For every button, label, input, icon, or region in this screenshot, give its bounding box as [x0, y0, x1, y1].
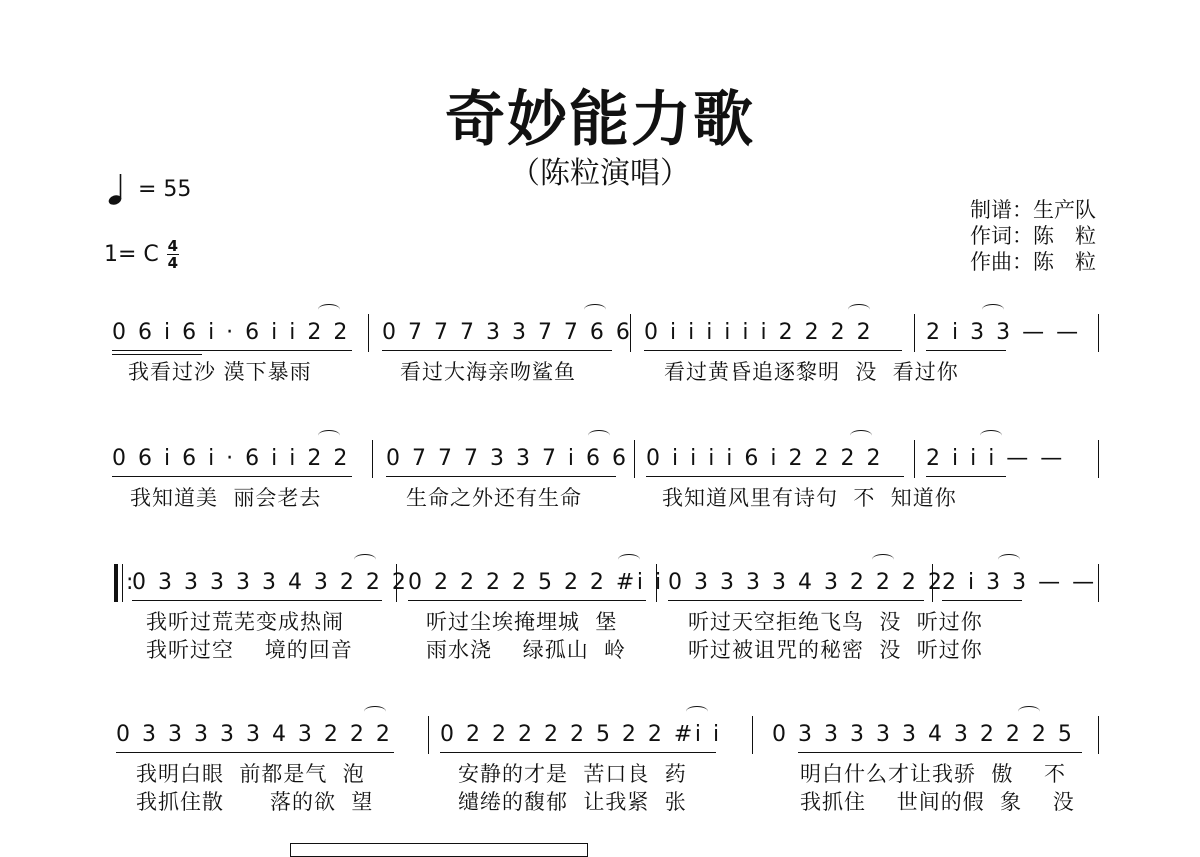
measure-notes: 0 2 2 2 2 5 2 2 #i i: [408, 570, 664, 595]
measure-notes: 2 i 3 3 — —: [926, 320, 1081, 345]
tie-arc: [584, 304, 606, 315]
tie-arc: [998, 554, 1020, 565]
measure-notes: 2 i 3 3 — —: [942, 570, 1097, 595]
tie-arc: [364, 706, 386, 717]
barline: [1098, 716, 1099, 754]
repeat-start-barline: [114, 564, 118, 602]
underline-beam: [408, 600, 646, 601]
barline: [372, 440, 373, 478]
credits: [970, 197, 1096, 275]
barline: [396, 564, 397, 602]
lyric-line: 我明白眼 前都是气 泡: [136, 762, 365, 786]
lyric-line: 我知道风里有诗句 不 知道你: [662, 486, 957, 510]
lyric-line-verse-2: 我听过空 境的回音: [146, 638, 353, 662]
barline: [1098, 440, 1099, 478]
lyric-line: 听过尘埃掩埋城 堡: [426, 610, 618, 634]
barline: [914, 314, 915, 352]
tie-arc: [872, 554, 894, 565]
measure-notes: 0 6 i 6 i · 6 i i 2 2: [112, 320, 350, 345]
tie-arc: [318, 430, 340, 441]
barline: [914, 440, 915, 478]
tie-arc: [686, 706, 708, 717]
measure-notes: 0 6 i 6 i · 6 i i 2 2: [112, 446, 350, 471]
barline: [656, 564, 657, 602]
underline-beam: [926, 476, 1006, 477]
tie-arc: [848, 304, 870, 315]
measure-notes: 0 7 7 7 3 3 7 7 6 6: [382, 320, 633, 345]
underline-beam: [440, 752, 716, 753]
lyric-line: 我知道美 丽会老去: [130, 486, 322, 510]
barline: [932, 564, 933, 602]
underline-beam: [132, 600, 382, 601]
underline-beam: [644, 350, 902, 351]
tie-arc: [354, 554, 376, 565]
underline-beam: [668, 600, 924, 601]
measure-notes: 0 3 3 3 3 4 3 2 2 2 2: [668, 570, 945, 595]
underline-beam: [798, 752, 1082, 753]
barline: [368, 314, 369, 352]
measure-notes: 0 7 7 7 3 3 7 i 6 6: [386, 446, 629, 471]
barline: [122, 564, 123, 602]
composer-credit: 作曲：陈 粒: [970, 250, 1096, 274]
underline-beam: [926, 350, 1006, 351]
measure-notes: 0 i i i i i i 2 2 2 2: [644, 320, 874, 345]
lyricist-credit: 作词：陈 粒: [970, 224, 1096, 248]
lyric-line: 安静的才是 苦口良 药: [458, 762, 687, 786]
underline-beam: [112, 354, 202, 355]
tie-arc: [980, 430, 1002, 441]
underline-beam: [112, 350, 352, 351]
lyric-line: 明白什么才让我骄 傲 不: [800, 762, 1067, 786]
tie-arc: [588, 430, 610, 441]
lyric-line-verse-2: 听过被诅咒的秘密 没 听过你: [688, 638, 983, 662]
lyric-line: 我看过沙 漠下暴雨: [128, 360, 312, 384]
quarter-note-icon: [108, 172, 124, 206]
barline: [634, 440, 635, 478]
measure-notes: 2 i i i — —: [926, 446, 1065, 471]
lyric-line: 看过黄昏追逐黎明 没 看过你: [664, 360, 959, 384]
underline-beam: [386, 476, 616, 477]
tie-arc: [1018, 706, 1040, 717]
lyric-line-verse-2: 缱绻的馥郁 让我紧 张: [458, 790, 687, 814]
measure-notes: 0 3 3 3 3 3 4 3 2 2 2: [132, 570, 409, 595]
lyric-line-verse-2: 我抓住散 落的欲 望: [136, 790, 374, 814]
barline: [752, 716, 753, 754]
tie-arc: [318, 304, 340, 315]
measure-notes: 0 2 2 2 2 2 5 2 2 #i i: [440, 722, 722, 747]
song-title: 奇妙能力歌: [445, 85, 755, 155]
time-signature: [167, 238, 179, 271]
key-text: 1= C: [104, 242, 159, 267]
tempo-value: = 55: [138, 176, 192, 202]
underline-beam: [112, 476, 352, 477]
repeat-dots: :: [126, 570, 134, 595]
measure-notes: 0 i i i i 6 i 2 2 2 2: [646, 446, 883, 471]
lyric-line-verse-2: 我抓住 世间的假 象 没: [800, 790, 1075, 814]
measure-notes: 0 3 3 3 3 3 4 3 2 2 2 5: [772, 722, 1075, 747]
underline-beam: [942, 600, 1022, 601]
tempo-marking: [108, 172, 191, 206]
barline: [1098, 564, 1099, 602]
lyric-line: 生命之外还有生命: [406, 486, 582, 510]
bottom-frame: [290, 843, 588, 857]
barline: [428, 716, 429, 754]
underline-beam: [382, 350, 612, 351]
lyric-line-verse-2: 雨水浇 绿孤山 岭: [426, 638, 627, 662]
lyric-line: 我听过荒芜变成热闹: [146, 610, 344, 634]
barline: [1098, 314, 1099, 352]
lyric-line: 看过大海亲吻鲨鱼: [400, 360, 576, 384]
barline: [630, 314, 631, 352]
time-bottom: 4: [167, 254, 179, 272]
tie-arc: [618, 554, 640, 565]
tie-arc: [850, 430, 872, 441]
key-signature: [104, 238, 179, 271]
performer-subtitle: （陈粒演唱）: [510, 156, 690, 191]
underline-beam: [116, 752, 394, 753]
time-top: 4: [167, 237, 179, 255]
arranger-credit: 制谱：生产队: [970, 198, 1096, 222]
lyric-line: 听过天空拒绝飞鸟 没 听过你: [688, 610, 983, 634]
measure-notes: 0 3 3 3 3 3 4 3 2 2 2: [116, 722, 393, 747]
tie-arc: [982, 304, 1004, 315]
underline-beam: [646, 476, 904, 477]
